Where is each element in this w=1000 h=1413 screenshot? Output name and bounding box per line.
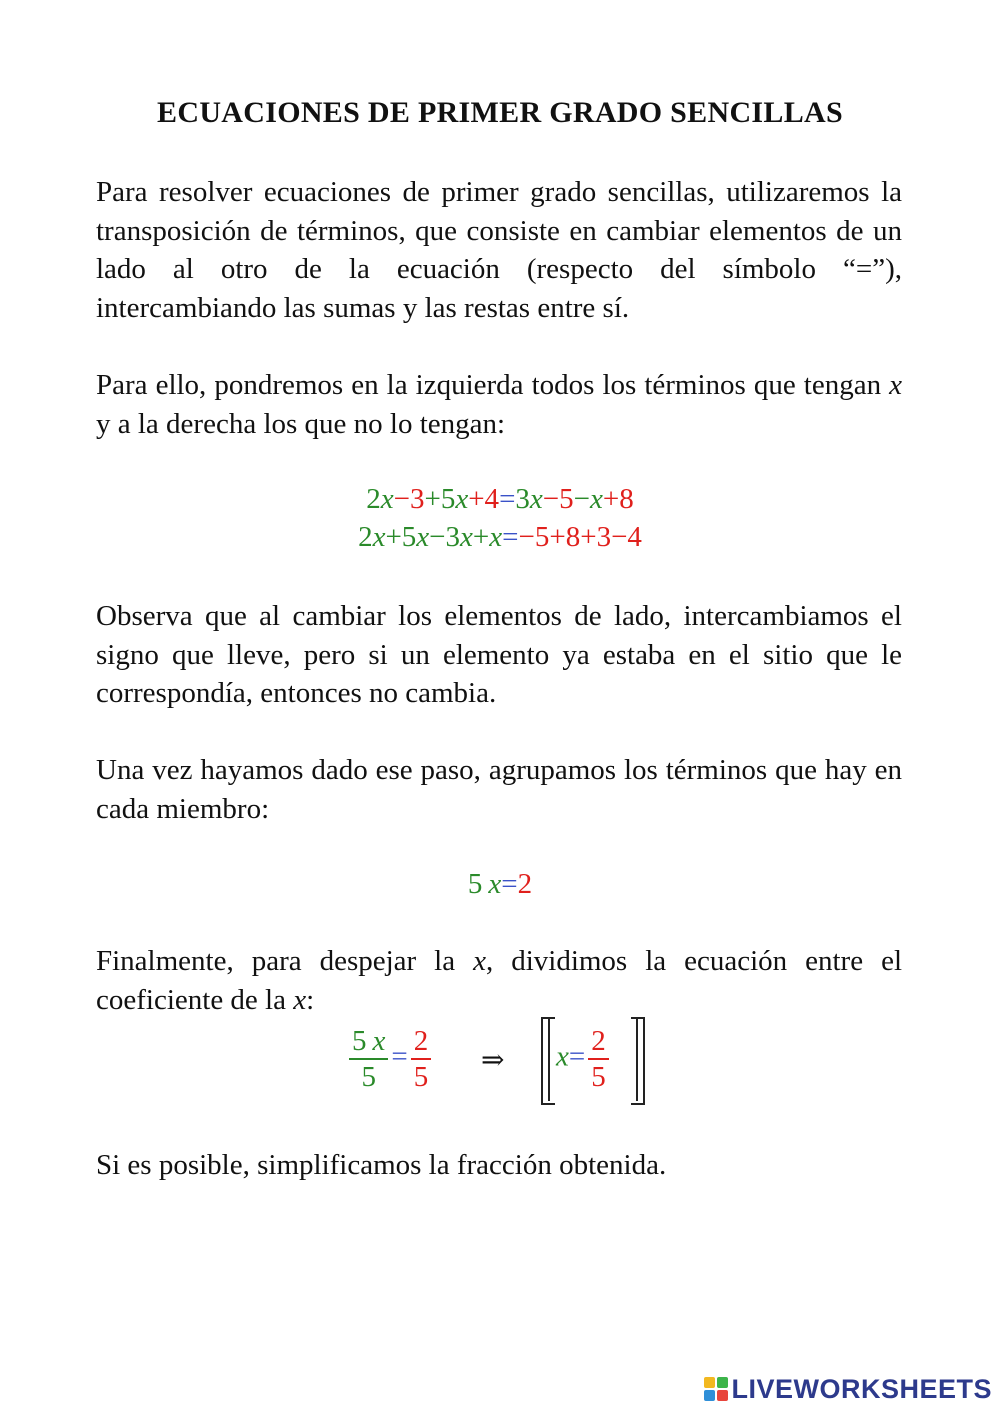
logo-icon: [704, 1377, 728, 1401]
logo-text: LIVEWORKSHEETS: [731, 1373, 992, 1404]
eq2-var: x: [460, 521, 473, 553]
result-fraction: [588, 1024, 609, 1094]
boxed-result: [556, 1024, 612, 1094]
variable-x: x: [889, 369, 902, 401]
fraction-numerator: 2: [413, 1025, 429, 1057]
instruction-paragraph: [96, 366, 902, 443]
result-bracket-right: [631, 1017, 645, 1105]
fraction-numerator: 5: [352, 1025, 367, 1057]
equation-grouped: [0, 865, 1000, 903]
eq1-term: +4: [468, 483, 500, 515]
eq1-var: x: [380, 483, 394, 515]
liveworksheets-logo[interactable]: [704, 1375, 992, 1403]
eq1-term: −5: [542, 483, 574, 515]
instruction-text-end: y a la derecha los que no lo tengan:: [96, 407, 506, 440]
page-title: ECUACIONES DE PRIMER GRADO SENCILLAS: [157, 96, 843, 129]
eq1-term: −: [573, 483, 591, 515]
division-equals: =: [391, 1040, 408, 1073]
eq1-term: −3: [393, 483, 425, 515]
final-text-c: :: [306, 983, 315, 1016]
eq2-term: +5: [385, 521, 417, 553]
implies-arrow: ⇒: [481, 1045, 505, 1076]
grouping-paragraph: Una vez hayamos dado ese paso, agrupamos los términos que hay en cada miembro:: [96, 754, 902, 825]
fraction-numerator: 2: [591, 1025, 606, 1057]
fraction-left: [349, 1024, 388, 1094]
variable-x: x: [473, 945, 486, 977]
eq2-term: +8: [549, 521, 581, 553]
result-var: x: [556, 1040, 569, 1073]
fraction-var: x: [372, 1025, 386, 1057]
fraction-right: [411, 1024, 432, 1094]
eq2-term: −4: [611, 521, 642, 553]
eq1-equals: =: [499, 483, 516, 515]
division-equation: [0, 1017, 1000, 1107]
result-equals: =: [568, 1040, 586, 1073]
eq1-term: +8: [602, 483, 634, 515]
equation-transposed: [0, 518, 1000, 556]
eq2-term: +3: [580, 521, 612, 553]
equation-original: [0, 480, 1000, 518]
final-text-a: Finalmente, para despejar la: [96, 945, 474, 977]
instruction-text-start: Para ello, pondremos en la izquierda todos los términos que tengan: [96, 369, 890, 401]
fraction-denominator: 5: [413, 1061, 429, 1093]
fraction-denominator: 5: [591, 1061, 606, 1093]
eq3-var: x: [488, 868, 502, 900]
eq1-term: 2: [366, 483, 381, 515]
variable-x: x: [293, 983, 307, 1016]
eq3-equals: =: [501, 868, 518, 900]
simplify-paragraph: Si es posible, simplificamos la fracción obtenida.: [96, 1149, 667, 1181]
division-left: [346, 1024, 434, 1094]
eq3-result: 2: [517, 868, 533, 900]
fraction-denominator: 5: [361, 1061, 376, 1093]
eq1-var: x: [455, 483, 469, 515]
eq1-term: 3: [515, 483, 530, 515]
eq2-equals: =: [502, 521, 519, 553]
final-text-b: , dividimos la ecuación entre el coeficiente de la: [96, 945, 902, 1016]
eq2-term: 2: [358, 521, 373, 553]
eq2-term: +: [472, 521, 490, 553]
final-paragraph: [96, 942, 902, 1019]
eq2-var: x: [416, 521, 430, 553]
eq2-term: −5: [518, 521, 550, 553]
eq2-var: x: [372, 521, 386, 553]
eq1-term: +5: [424, 483, 456, 515]
observation-paragraph: Observa que al cambiar los elementos de lado, intercambiamos el signo que lleve, pero si un elemento ya estaba en el sitio que le correspondía, entonces no cambia.: [96, 600, 902, 709]
eq3-coefficient: 5: [467, 868, 483, 900]
intro-paragraph: Para resolver ecuaciones de primer grado sencillas, utilizaremos la transposición de términos, que consiste en cambiar elementos de un lado al otro de la ecuación (respecto del símbolo “=”), intercambiando las sumas y las restas entre sí.: [96, 176, 902, 324]
eq2-term: −3: [429, 521, 461, 553]
eq2-var: x: [489, 521, 503, 553]
result-bracket-left: [541, 1017, 555, 1105]
eq1-var: x: [590, 483, 603, 515]
eq1-var: x: [529, 483, 543, 515]
